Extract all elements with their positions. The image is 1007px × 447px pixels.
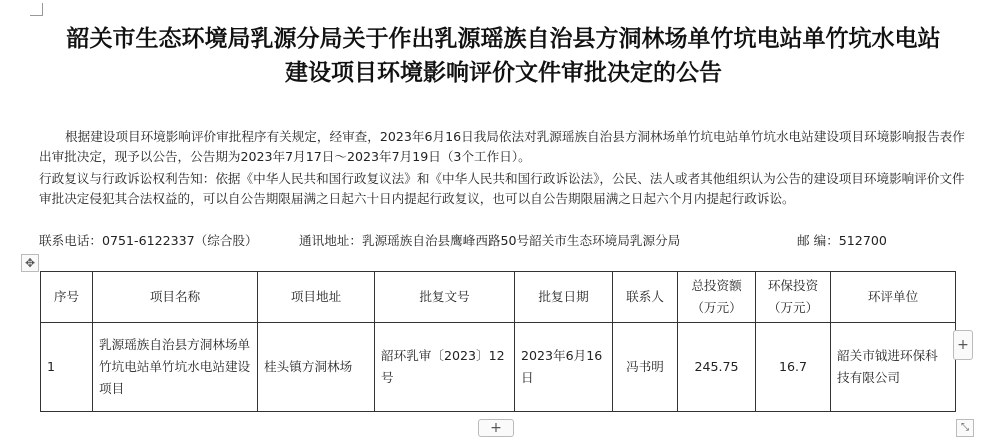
add-column-button[interactable]: + xyxy=(953,330,973,360)
cell-approval-date[interactable]: 2023年6月16日 xyxy=(515,323,613,412)
table-header-row xyxy=(41,272,956,323)
contact-postcode: 邮 编：512700 xyxy=(797,233,887,248)
table-move-handle-icon[interactable]: ✥ xyxy=(21,254,39,272)
contact-address: 通讯地址：乳源瑶族自治县鹰峰西路50号韶关市生态环境局乳源分局 xyxy=(299,233,681,248)
cell-contact[interactable]: 冯书明 xyxy=(613,323,678,412)
page-title xyxy=(0,22,1007,90)
header-env-investment: 环保投资（万元） xyxy=(756,272,831,323)
header-approval-date: 批复日期 xyxy=(515,272,613,323)
page-corner-mark xyxy=(30,3,43,16)
header-project-name: 项目名称 xyxy=(93,272,258,323)
approval-table xyxy=(40,271,956,412)
cell-env-investment[interactable]: 16.7 xyxy=(756,323,831,412)
add-row-button[interactable]: + xyxy=(478,419,514,437)
cell-project-name[interactable]: 乳源瑶族自治县方洞林场单竹坑电站单竹坑水电站建设项目 xyxy=(93,323,258,412)
table-row xyxy=(41,323,956,412)
header-approval-number: 批复文号 xyxy=(375,272,515,323)
cell-eia-unit[interactable]: 韶关市钺进环保科技有限公司 xyxy=(831,323,956,412)
cell-total-investment[interactable]: 245.75 xyxy=(678,323,756,412)
contact-phone: 联系电话：0751-6122337（综合股） xyxy=(39,233,258,248)
table-resize-handle-icon[interactable]: ⤡ xyxy=(956,419,974,437)
header-eia-unit: 环评单位 xyxy=(831,272,956,323)
header-contact: 联系人 xyxy=(613,272,678,323)
cell-project-address[interactable]: 桂头镇方洞林场 xyxy=(258,323,375,412)
notice-paragraph: 根据建设项目环境影响评价审批程序有关规定，经审查，2023年6月16日我局依法对乳源瑶族自治县方洞林场单竹坑电站单竹坑水电站建设项目环境影响报告表作出审批决定，现予以公告，公告期为2023年7月17日～2023年7月19日（3个工作日）。 xyxy=(39,129,965,164)
title-line-2: 建设项目环境影响评价文件审批决定的公告 xyxy=(285,60,722,86)
header-project-address: 项目地址 xyxy=(258,272,375,323)
cell-index[interactable]: 1 xyxy=(41,323,93,412)
header-index: 序号 xyxy=(41,272,93,323)
header-total-investment: 总投资额（万元） xyxy=(678,272,756,323)
cell-approval-number[interactable]: 韶环乳审〔2023〕12号 xyxy=(375,323,515,412)
legal-rights-paragraph: 行政复议与行政诉讼权利告知：依据《中华人民共和国行政复议法》和《中华人民共和国行政诉讼法》，公民、法人或者其他组织认为公告的建设项目环境影响评价文件审批决定侵犯其合法权益的，可以自公告期限届满之日起六十日内提起行政复议，也可以自公告期限届满之日起六个月内提起行政诉讼。 xyxy=(39,171,965,206)
title-line-1: 韶关市生态环境局乳源分局关于作出乳源瑶族自治县方洞林场单竹坑电站单竹坑水电站 xyxy=(66,26,941,52)
